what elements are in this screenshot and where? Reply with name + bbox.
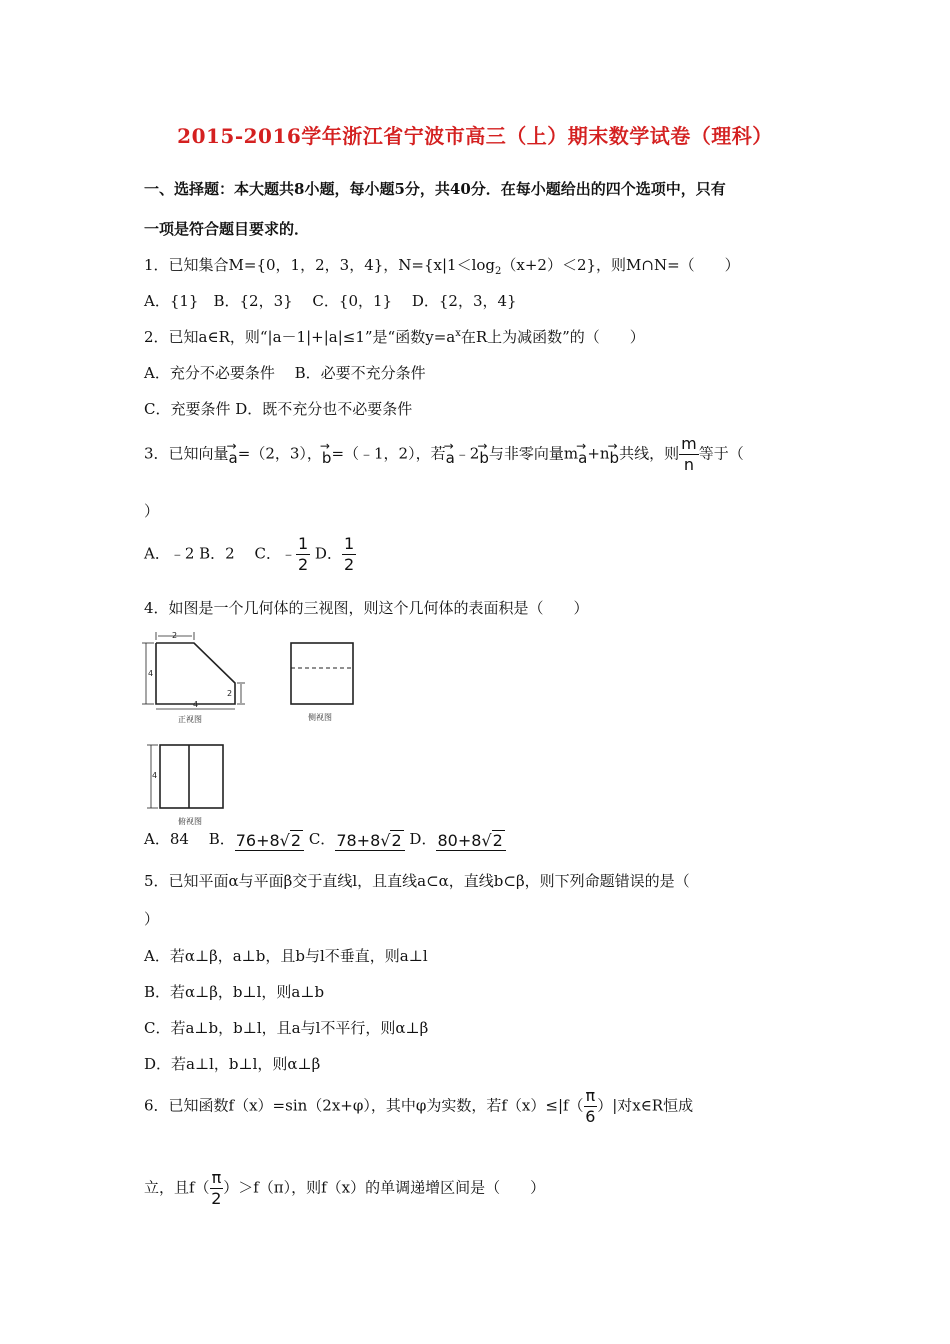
q3-text-3: =（﹣1，2），若 [331,444,446,463]
fraction-numerator: 1 [343,534,355,553]
vector-arrow-icon: → [226,438,237,453]
q3-text-6: +n [587,444,610,463]
sqrt-icon: √ [279,830,290,850]
question-6-stem-cont [144,1170,545,1207]
vector-arrow-icon: → [443,438,454,453]
vector-a-letter: a [228,448,238,467]
question-2-options-cd: C．充要条件 D．既不充分也不必要条件 [144,400,413,418]
sqrt-icon: √ [380,830,391,850]
question-2-stem [144,326,645,347]
fraction-one-half [296,536,310,573]
q6-text-3: 立，且f（ [144,1178,210,1197]
q6-text-4: ）＞f（π），则f（x）的单调递增区间是（ ） [223,1178,546,1197]
q6-text-2: ）|对x∈R恒成 [597,1096,694,1115]
dim-label-bottom: 4 [193,700,199,709]
fraction-numerator: 1 [297,534,309,553]
question-5-close: ） [144,910,160,928]
dim-label-left: 4 [148,669,154,678]
question-4-stem: 4．如图是一个几何体的三视图，则这个几何体的表面积是（ ） [144,599,589,617]
vector-arrow-icon: → [319,438,330,453]
vector-b [477,438,489,467]
vector-b-letter: b [609,448,620,467]
vector-b-letter: b [479,448,489,467]
fraction-denominator: 2 [343,555,355,574]
option-d-expression [436,830,505,851]
question-3-stem [144,436,744,473]
q6-text-1: 6．已知函数f（x）=sin（2x+φ），其中φ为实数，若f（x）≤|f（ [144,1096,584,1115]
fraction-denominator: 2 [297,555,309,574]
front-view-outline [156,643,235,704]
fraction-m-over-n [679,436,699,473]
side-view-outline [291,643,353,704]
fraction-denominator: 6 [585,1107,596,1126]
expr-coeff: 80+8 [437,830,482,850]
expr-coeff: 78+8 [336,830,381,850]
side-view-label: 侧视图 [308,713,332,722]
question-4-options [144,828,506,851]
q3-option-d-label: D． [310,544,342,563]
dim-label-right: 2 [227,689,233,698]
vector-arrow-icon: → [477,438,488,453]
q3-text-5: 与非零向量m [488,444,579,463]
vector-a [443,438,455,467]
q3-text-7: 共线，则 [619,444,680,463]
fraction-denominator: n [683,455,694,474]
question-2-options-ab: A．充分不必要条件 B．必要不充分条件 [144,364,426,382]
q4-option-d-label: D． [404,830,437,848]
sqrt-radicand: 2 [492,830,503,850]
dim-label-left-top-view: 4 [152,771,158,780]
vector-arrow-icon: → [607,438,618,453]
top-view-label: 俯视图 [178,817,202,826]
fraction-numerator: π [585,1086,596,1105]
question-6-stem [144,1088,693,1125]
vector-arrow-icon: → [576,438,587,453]
vector-b [319,438,332,467]
top-view-outline [160,745,223,808]
q3-text-1: 3．已知向量 [144,444,229,463]
q2-stem-tail: 在R上为减函数”的（ ） [460,328,645,346]
q2-stem-text: 2．已知a∈R，则“|a－1|+|a|≤1”是“函数y=a [144,328,456,346]
question-1-stem [144,254,740,277]
q3-text-8: 等于（ [698,444,744,463]
vector-a-letter: a [578,448,588,467]
q4-option-c-label: C． [304,830,336,848]
fraction-pi-over-2 [210,1170,224,1207]
section-heading-line1: 一、选择题：本大题共8小题，每小题5分，共40分．在每小题给出的四个选项中，只有 [144,180,726,198]
front-view-label: 正视图 [178,715,202,724]
sqrt-icon: √ [481,830,492,850]
q3-options-text: A．﹣2 B．2 C．﹣ [144,544,296,563]
vector-a [576,438,588,467]
fraction-denominator: 2 [211,1189,222,1208]
option-c-expression [335,830,404,851]
question-5-option-a: A．若α⊥β，a⊥b，且b与l不垂直，则a⊥l [144,947,428,965]
fraction-pi-over-6 [584,1088,598,1125]
sqrt-radicand: 2 [290,830,302,850]
vector-b [607,438,620,467]
q1-stem-tail: （x+2）＜2}，则M∩N=（ ） [501,256,740,274]
dim-label-top: 2 [172,631,178,640]
question-1-options: A．{1} B．{2，3} C．{0，1} D．{2，3，4} [144,292,517,310]
q1-stem-text: 1．已知集合M={0，1，2，3，4}，N={x|1＜log [144,256,495,274]
question-5-stem: 5．已知平面α与平面β交于直线l，且直线a⊂α，直线b⊂β，则下列命题错误的是（ [144,872,690,890]
fraction-numerator: m [681,434,697,453]
q3-text-4: ﹣2 [454,444,480,463]
fraction-numerator: π [211,1168,222,1187]
page-title: 2015-2016学年浙江省宁波市高三（上）期末数学试卷（理科） [177,124,773,148]
q2-exponent: x [455,328,461,339]
expr-coeff: 76+8 [235,830,280,850]
top-view [147,745,223,808]
question-5-option-b: B．若α⊥β，b⊥l，则a⊥b [144,983,325,1001]
vector-a [226,438,238,467]
question-3-close: ） [144,502,160,520]
question-5-option-c: C．若a⊥b，b⊥l，且a与l不平行，则α⊥β [144,1019,429,1037]
option-b-expression [235,830,304,851]
vector-a-letter: a [445,448,455,467]
question-5-option-d: D．若a⊥l，b⊥l，则α⊥β [144,1055,321,1073]
fraction-one-half [342,536,356,573]
q4-options-text: A．84 B． [144,830,235,848]
q3-text-2: =（2，3）， [237,444,322,463]
vector-b-letter: b [321,448,332,467]
q1-log-base: 2 [495,266,502,277]
question-3-options [144,536,356,573]
section-heading-line2: 一项是符合题目要求的． [144,220,310,238]
sqrt-radicand: 2 [391,830,402,850]
side-view [291,643,353,704]
three-view-figure [140,628,380,828]
